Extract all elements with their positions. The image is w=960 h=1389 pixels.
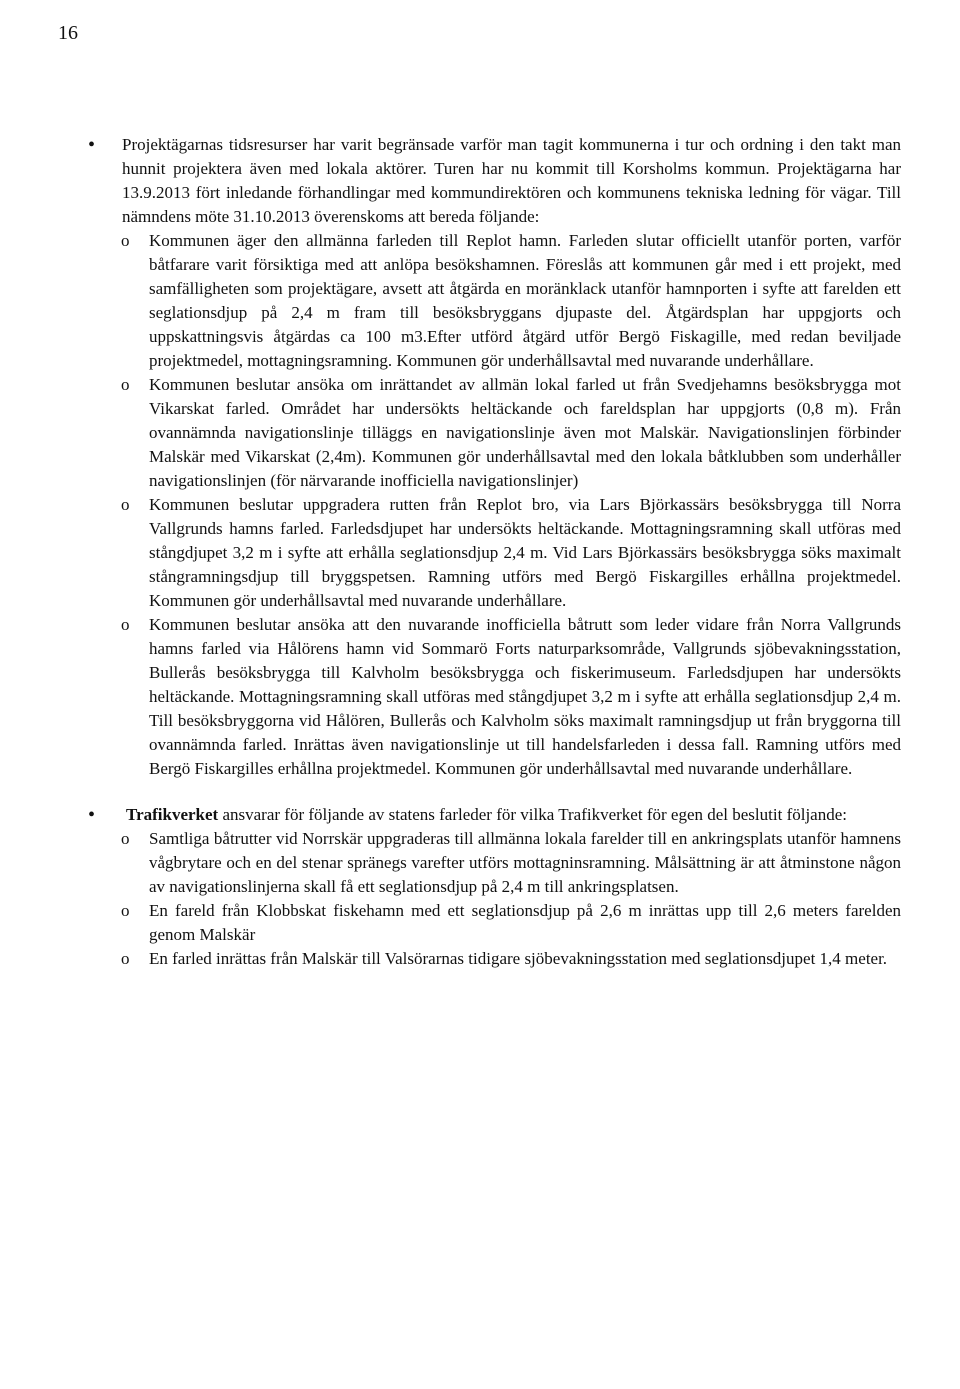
sub-item bbox=[86, 229, 901, 373]
sub-item-text: Kommunen beslutar ansöka om inrättandet av allmän lokal farled ut från Svedjehamns besöksbrygga mot Vikarskat farled. Området har undersökts heltäckande och fareldsplan har uppgjorts (0,8 m). Från ovannämnda navigationslinje tilläggs en navigationslinje även mot Malskär. Navigationslinjen förbinder Malskär med Vikarskat (2,4m). Kommunen gör underhållsavtal med den lokala båtklubben som underhåller navigationslinjen (för närvarande inofficiella navigationslinjer) bbox=[149, 375, 901, 490]
bullet-text: Projektägarnas tidsresurser har varit begränsade varför man tagit kommunerna i tur och ordning i den takt man hunnit projektera även med lokala aktörer. Turen har nu kommit till Korsholms kommun. Projektägarna har 13.9.2013 fört inledande förhandlingar med kommundirektören och kommunens tekniska ledning för vägar. Till nämndens möte 31.10.2013 överenskoms att bereda följande: bbox=[122, 135, 901, 226]
sub-item-marker: o bbox=[121, 829, 130, 848]
sub-item-marker: o bbox=[121, 949, 130, 968]
sub-item bbox=[86, 373, 901, 493]
sub-item-marker: o bbox=[121, 231, 130, 250]
document-body bbox=[86, 133, 901, 971]
sub-item-marker: o bbox=[121, 901, 130, 920]
sub-item-text: Kommunen beslutar ansöka att den nuvarande inofficiella båtrutt som leder vidare från Norra Vallgrunds hamns farled via Hålörens hamn vid Sommarö Forts naturparksområde, Vallgrunds sjöbevakningsstation, Bullerås besöksbrygga till Kalvholm besöksbrygga och fiskerimuseum. Farledsdjupen har undersökts heltäckande. Mottagningsramning skall utföras med stångdjupet 3,2 m i syfte att erhålla seglationsdjup 2,4 m. Till besöksbryggorna vid Hålören, Bullerås och Kalvholm söks maximalt ramningsdjup ut från bryggorna till ovannämnda farled. Inrättas även navigationslinje ut till handelsfarleden i dessa fall. Ramning utförs med Bergö Fiskargilles erhållna projektmedel. Kommunen gör underhållsavtal med nuvarande underhållare. bbox=[149, 615, 901, 778]
sub-item bbox=[86, 947, 901, 971]
sub-item bbox=[86, 827, 901, 899]
page-number: 16 bbox=[58, 22, 78, 44]
sub-item bbox=[86, 899, 901, 947]
sub-item-text: Kommunen beslutar uppgradera rutten från Replot bro, via Lars Björkassärs besöksbrygga till Norra Vallgrunds hamns farled. Farledsdjupet har undersökts heltäckande. Mottagningsramning skall utföras med stångdjupet 3,2 m i syfte att erhålla seglationsdjup 2,4 m. Vid Lars Björkassärs besöksbrygga söks maximalt stångramningsdjup till bryggspetsen. Ramning utförs med Bergö Fiskargilles erhållna projektmedel. Kommunen gör underhållsavtal med nuvarande underhållare. bbox=[149, 495, 901, 610]
sub-item-text: Kommunen äger den allmänna farleden till Replot hamn. Farleden slutar officiellt utanför porten, varför båtfarare varit försiktiga med att anlöpa besökshamnen. Föreslås att kommunen går med i ett projekt, med samfälligheten som projektägare, avsett att åtgärda en moränklack utanför hamnporten i syfte att farelden ett seglationsdjup på 2,4 m fram till besöksbryggans djupaste del. Åtgärdsplan har uppgjorts och uppskattningsvis åtgärdas ca 100 m3.Efter utförd åtgärd utför Bergö Fiskagille, med redan beviljade projektmedel, mottagningsramning. Kommunen gör underhållsavtal med nuvarande underhållare. bbox=[149, 231, 901, 370]
sub-item-marker: o bbox=[121, 615, 130, 634]
sub-item-text: En farled inrättas från Malskär till Valsörarnas tidigare sjöbevakningsstation med seglationsdjupet 1,4 meter. bbox=[149, 949, 888, 968]
sub-item-text: En fareld från Klobbskat fiskehamn med ett seglationsdjup på 2,6 m inrättas upp till 2,6 meters farelden genom Malskär bbox=[149, 901, 901, 944]
bullet-lead: Trafikverket bbox=[126, 805, 219, 824]
sub-item bbox=[86, 493, 901, 613]
sub-item-text: Samtliga båtrutter vid Norrskär uppgraderas till allmänna lokala farelder till en ankringsplats utanför hamnens vågbrytare och en del stenar spränegs varefter utförs mottagninsramning. Målsättning är att åtminstone någon av navigationslinjerna skall få ett seglationsdjup på 2,4 m till ankringsplatsen. bbox=[149, 829, 901, 896]
sub-item-marker: o bbox=[121, 495, 130, 514]
sub-item-marker: o bbox=[121, 375, 130, 394]
bullet-item bbox=[86, 803, 901, 827]
bullet-text: ansvarar för följande av statens farleder för vilka Trafikverket för egen del beslutit följande: bbox=[222, 805, 847, 824]
bullet-item bbox=[86, 133, 901, 229]
sub-item bbox=[86, 613, 901, 781]
